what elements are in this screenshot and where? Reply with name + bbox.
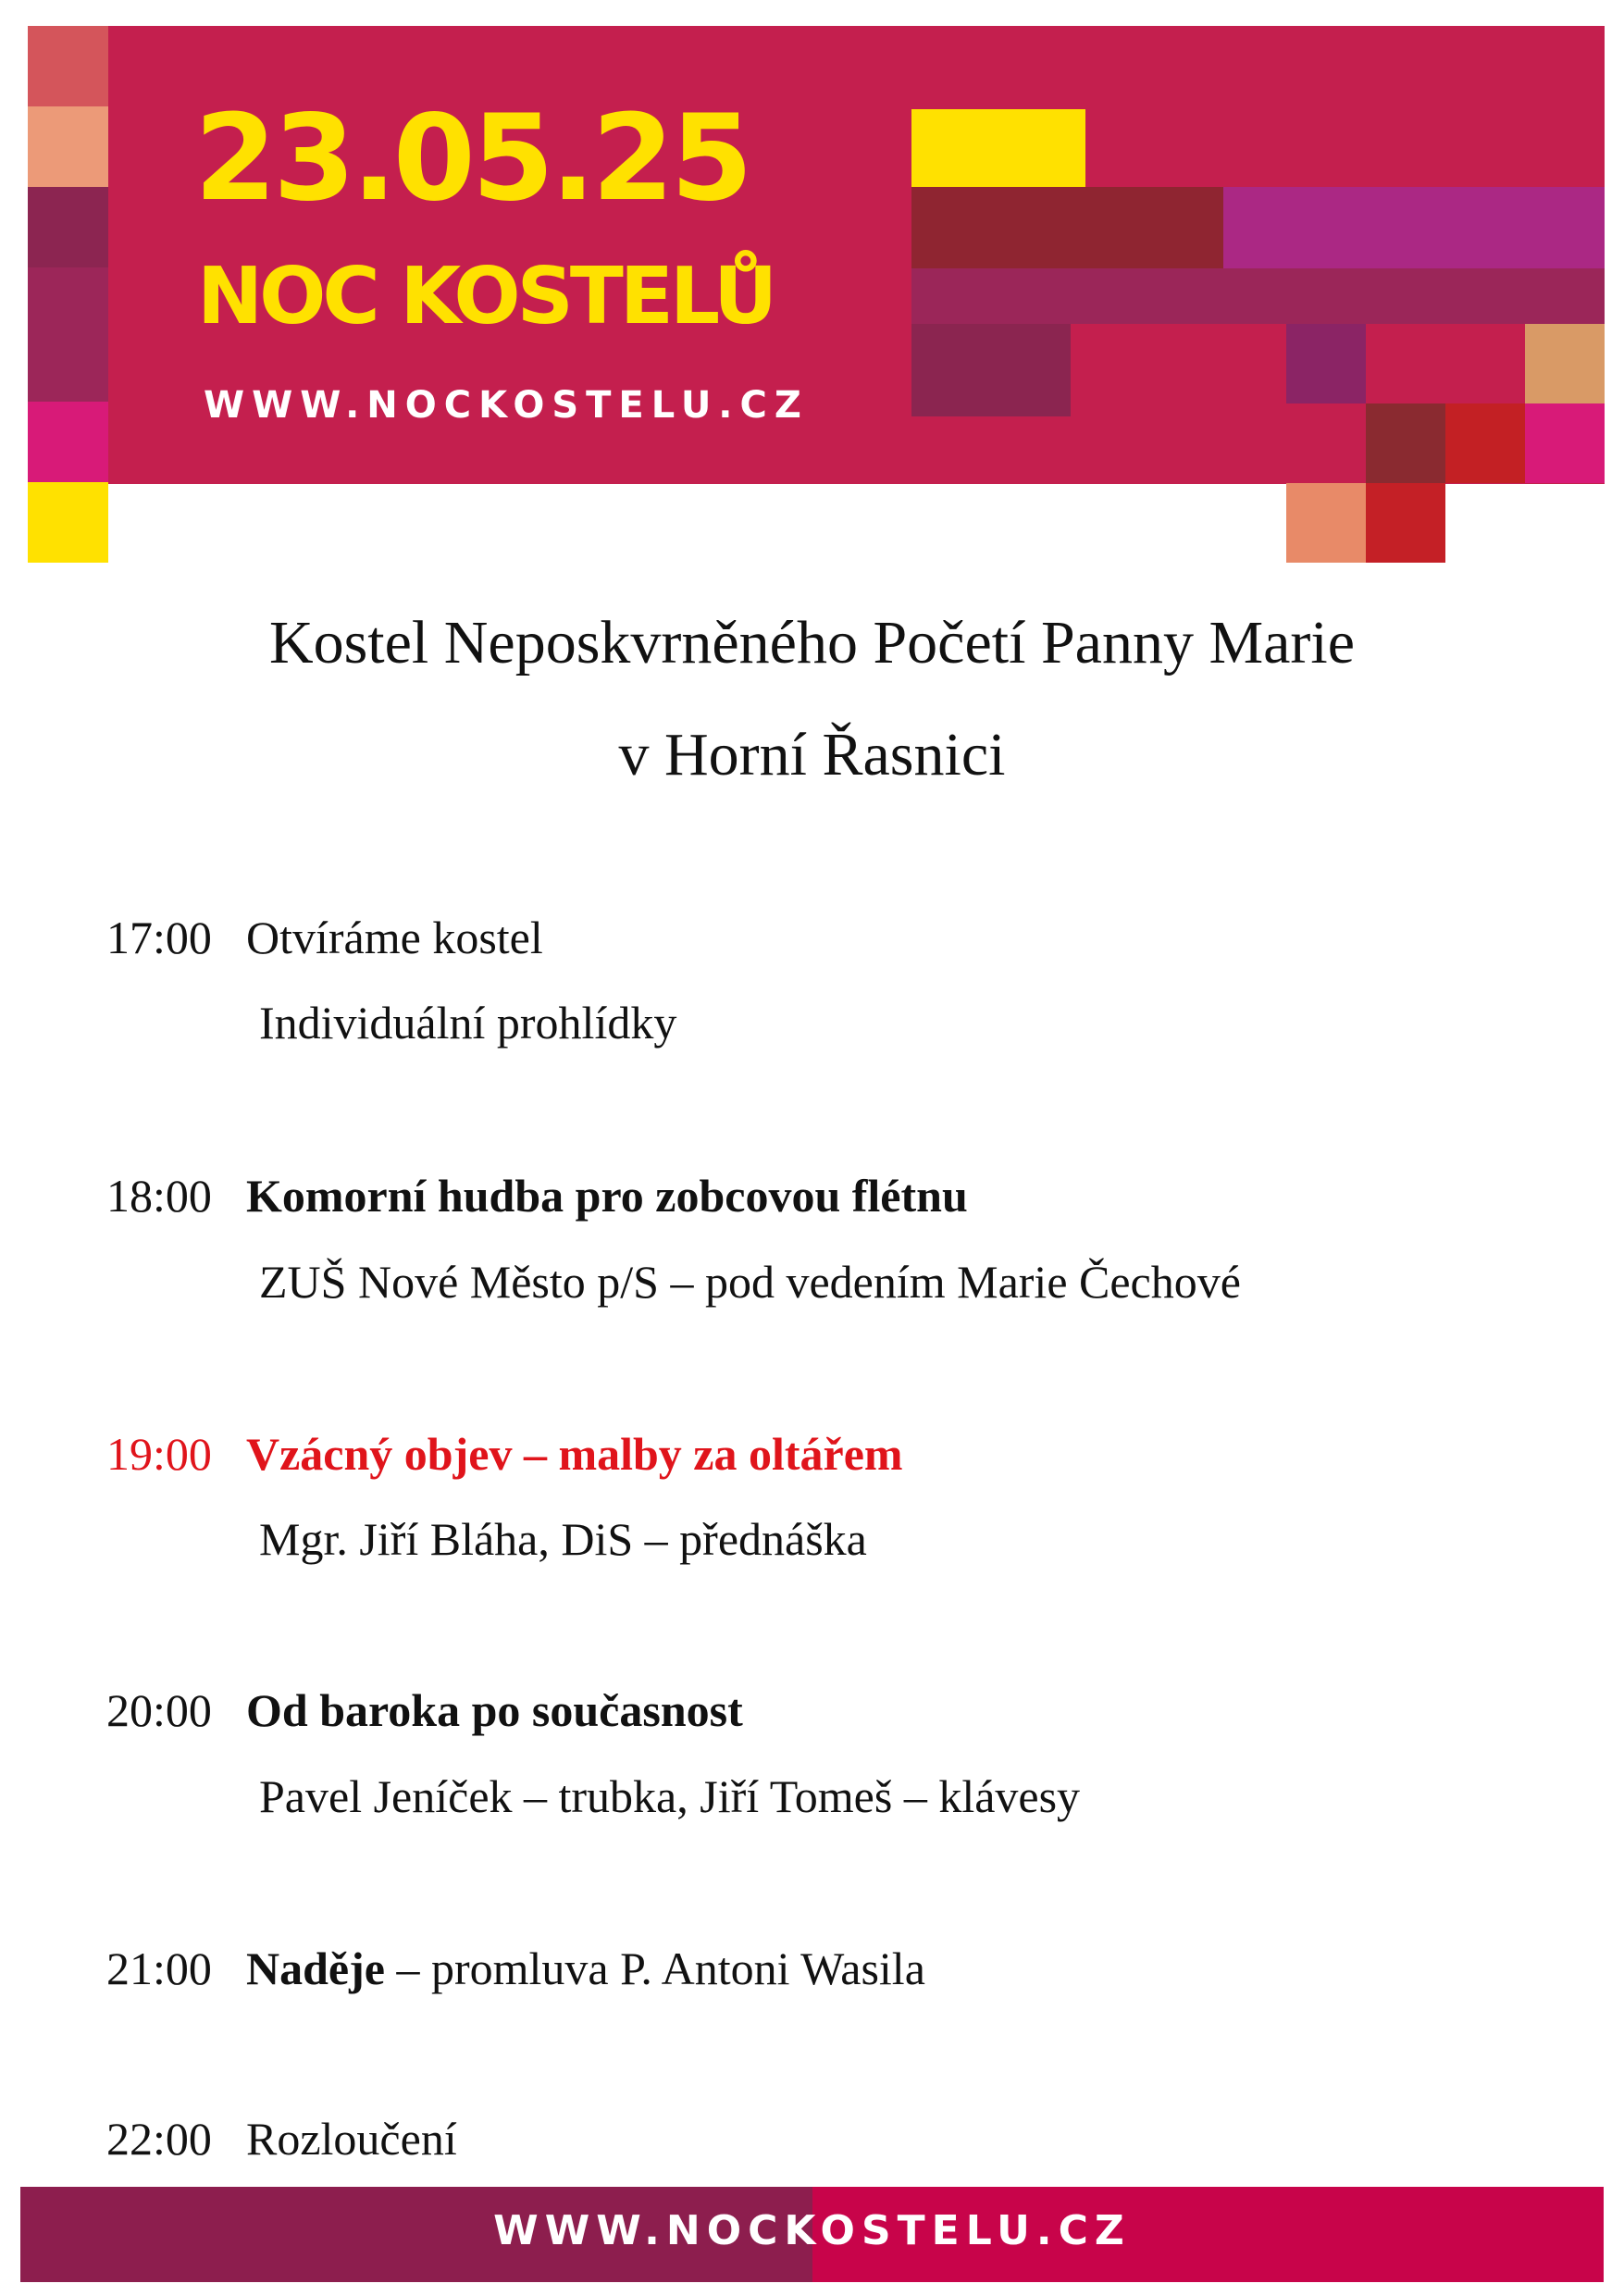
decor-square <box>28 187 108 267</box>
decor-square <box>911 109 1085 187</box>
program-time: 17:00 <box>106 912 212 963</box>
event-title: NOC KOSTELŮ <box>197 251 775 342</box>
program-title: Vzácný objev – malby za oltářem <box>246 1428 903 1480</box>
decor-square <box>911 187 1223 268</box>
program-title: Od baroka po současnost <box>246 1684 743 1736</box>
decor-square <box>1525 403 1605 483</box>
header-banner <box>0 0 1624 574</box>
program-time: 22:00 <box>106 2113 212 2165</box>
decor-square <box>1366 403 1445 483</box>
program-detail: ZUŠ Nové Město p/S – pod vedením Marie Čechové <box>259 1256 1241 1308</box>
header-website-link[interactable]: WWW.NOCKOSTELU.CZ <box>204 384 809 427</box>
church-location: v Horní Řasnici <box>618 721 1006 788</box>
event-date: 23.05.25 <box>194 90 750 228</box>
program-detail: Mgr. Jiří Bláha, DiS – přednáška <box>259 1513 867 1565</box>
decor-square <box>28 267 108 402</box>
program-detail: Individuální prohlídky <box>259 997 677 1049</box>
program-detail: – promluva P. Antoni Wasila <box>384 1942 925 1994</box>
footer-banner <box>20 2187 1604 2282</box>
decor-square <box>1286 483 1366 563</box>
program-title: Naděje <box>246 1942 385 1994</box>
program-title: Rozloučení <box>246 2113 457 2165</box>
decor-square <box>1366 483 1445 563</box>
program-time: 18:00 <box>106 1170 212 1222</box>
decor-square <box>1286 324 1366 403</box>
decor-square <box>911 268 1605 324</box>
program-title: Komorní hudba pro zobcovou flétnu <box>246 1170 968 1222</box>
decor-square <box>911 324 1071 416</box>
program-time: 20:00 <box>106 1684 212 1736</box>
program-detail: Pavel Jeníček – trubka, Jiří Tomeš – klávesy <box>259 1770 1081 1822</box>
decor-square <box>1445 403 1525 483</box>
program-title-line <box>246 1942 925 1994</box>
decor-square <box>28 402 108 482</box>
decor-square <box>1223 187 1605 268</box>
decor-square <box>28 482 108 563</box>
decor-square <box>28 106 108 187</box>
program-title: Otvíráme kostel <box>246 912 543 963</box>
church-name: Kostel Neposkvrněného Početí Panny Marie <box>268 609 1356 676</box>
program-time: 21:00 <box>106 1942 212 1994</box>
decor-square <box>28 26 108 106</box>
decor-square <box>1525 324 1605 403</box>
program-time: 19:00 <box>106 1428 212 1480</box>
footer-website-link[interactable]: WWW.NOCKOSTELU.CZ <box>493 2207 1131 2254</box>
